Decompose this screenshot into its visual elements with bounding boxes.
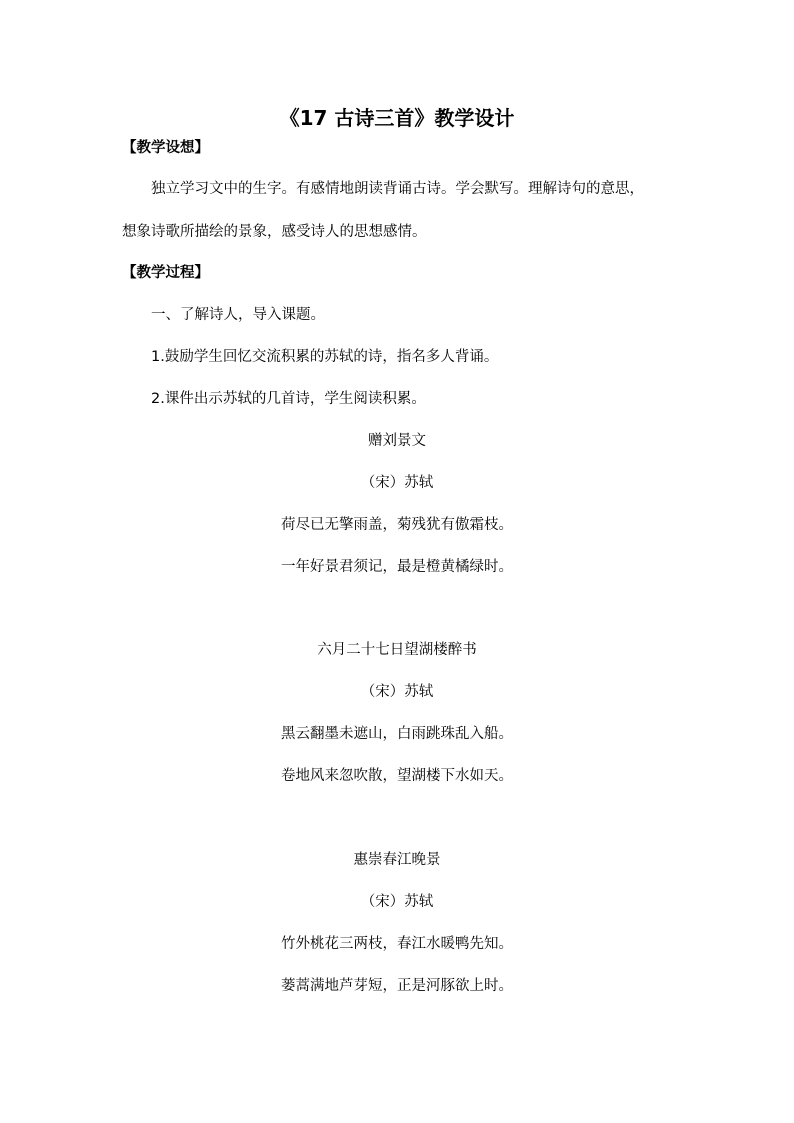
poem-line: 竹外桃花三两枝，春江水暖鸭先知。: [281, 936, 513, 952]
poem-line: 荷尽已无擎雨盖，菊残犹有傲霜枝。: [281, 517, 513, 533]
poem-line: 一年好景君须记，最是橙黄橘绿时。: [281, 559, 513, 575]
poem-title: 六月二十七日望湖楼醉书: [317, 642, 477, 658]
paragraph-line: 想象诗歌所描绘的景象，感受诗人的思想感情。: [122, 224, 427, 240]
poem-author: （宋）苏轼: [360, 894, 434, 910]
poem-line: 卷地风来忽吹散，望湖楼下水如天。: [281, 768, 513, 784]
section-heading-teaching-process: 【教学过程】: [122, 265, 209, 281]
paragraph-line: 独立学习文中的生字。有感情地朗读背诵古诗。学会默写。理解诗句的意思，: [151, 181, 644, 197]
section-heading-teaching-idea: 【教学设想】: [122, 140, 209, 156]
poem-line: 黑云翻墨未遮山，白雨跳珠乱入船。: [281, 726, 513, 742]
poem-title: 赠刘景文: [368, 433, 426, 449]
poem-line: 蒌蒿满地芦芽短，正是河豚欲上时。: [281, 978, 513, 994]
poem-author: （宋）苏轼: [360, 684, 434, 700]
step-heading: 一、了解诗人，导入课题。: [151, 307, 325, 323]
step-item: 2.课件出示苏轼的几首诗，学生阅读积累。: [151, 391, 426, 407]
poem-title: 惠崇春江晚景: [353, 852, 441, 868]
poem-author: （宋）苏轼: [360, 475, 434, 491]
step-item: 1.鼓励学生回忆交流积累的苏轼的诗，指名多人背诵。: [151, 349, 499, 365]
document-title: 《17 古诗三首》教学设计: [279, 106, 515, 130]
